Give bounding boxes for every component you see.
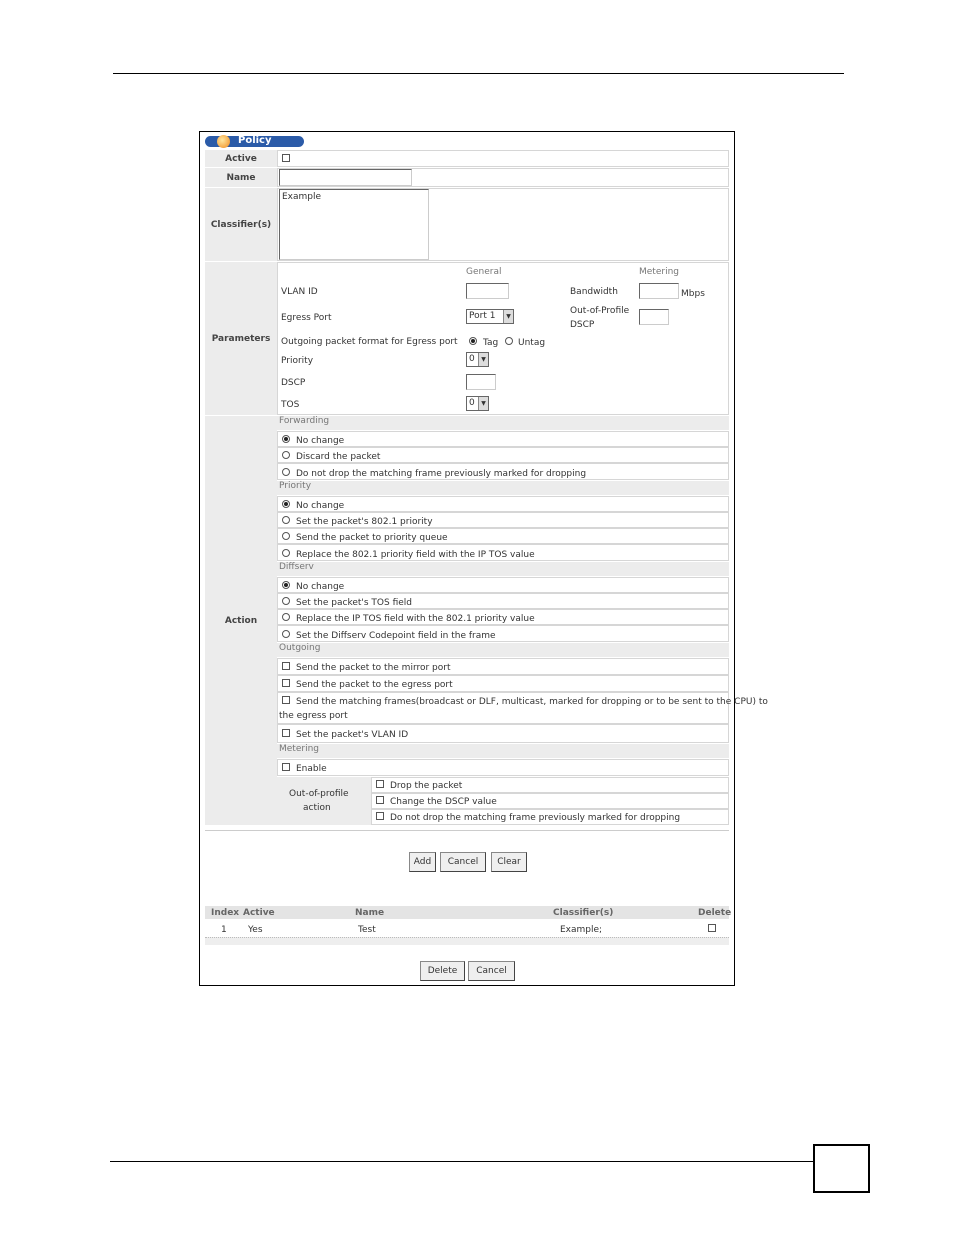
oop-option: Change the DSCP value <box>390 797 497 807</box>
diffserv-no-change-radio[interactable] <box>282 581 290 589</box>
metering-row <box>277 759 729 776</box>
oop-dscp-label-1: Out-of-Profile <box>570 306 630 316</box>
mbps-label: Mbps <box>681 289 705 299</box>
tag-label: Tag <box>483 338 499 348</box>
diffserv-option: Set the Diffserv Codepoint field in the frame <box>296 631 496 641</box>
outgoing-section-title: Outgoing <box>277 643 729 657</box>
priority-set-radio[interactable] <box>282 516 290 524</box>
general-header: General <box>466 267 502 277</box>
oop-action-label-2: action <box>303 803 331 813</box>
table-footer <box>205 937 729 945</box>
oop-action-cell <box>277 777 371 825</box>
header-rule <box>113 73 844 74</box>
oop-dscp-input[interactable] <box>639 309 669 325</box>
chevron-down-icon: ▼ <box>478 353 488 366</box>
forwarding-discard-radio[interactable] <box>282 451 290 459</box>
priority-no-change-radio[interactable] <box>282 500 290 508</box>
outgoing-option: Send the matching frames(broadcast or DLF, multicast, marked for dropping or to be sent to the CPU) to <box>296 697 768 707</box>
diffserv-option: No change <box>296 582 345 592</box>
name-input[interactable] <box>279 169 412 186</box>
classifiers-listbox[interactable] <box>279 189 429 260</box>
outgoing-matching-frames-checkbox[interactable] <box>282 696 290 704</box>
tos-label: TOS <box>281 400 300 410</box>
divider <box>205 830 729 831</box>
priority-option: Set the packet's 802.1 priority <box>296 517 433 527</box>
tos-select[interactable] <box>466 396 489 411</box>
metering-header: Metering <box>639 267 679 277</box>
classifiers-label: Classifier(s) <box>205 188 277 261</box>
table-header <box>205 906 732 919</box>
priority-section-title: Priority <box>277 481 729 495</box>
row-active: Yes <box>248 925 263 935</box>
col-delete: Delete <box>698 908 732 918</box>
oop-do-not-drop-checkbox[interactable] <box>376 812 384 820</box>
diffserv-option: Replace the IP TOS field with the 802.1 priority value <box>296 614 535 624</box>
metering-section-title: Metering <box>277 744 729 758</box>
forwarding-section-title: Forwarding <box>277 416 729 430</box>
oop-dscp-label-2: DSCP <box>570 320 595 330</box>
cancel-button[interactable]: Cancel <box>440 852 486 872</box>
clear-button[interactable]: Clear <box>491 852 527 872</box>
outgoing-vlan-checkbox[interactable] <box>282 729 290 737</box>
forwarding-option: Discard the packet <box>296 452 381 462</box>
delete-button[interactable]: Delete <box>420 961 465 981</box>
metering-enable-label: Enable <box>296 764 327 774</box>
bandwidth-label: Bandwidth <box>570 287 618 297</box>
forwarding-option: Do not drop the matching frame previously marked for dropping <box>296 469 587 479</box>
priority-option: No change <box>296 501 345 511</box>
priority-value: 0 <box>469 354 475 364</box>
diffserv-row <box>277 577 729 593</box>
add-button[interactable]: Add <box>409 852 436 872</box>
outgoing-mirror-checkbox[interactable] <box>282 662 290 670</box>
cancel-table-button[interactable]: Cancel <box>468 961 515 981</box>
dscp-label: DSCP <box>281 378 306 388</box>
vlan-id-label: VLAN ID <box>281 287 318 297</box>
col-name: Name <box>355 908 385 918</box>
footer-rule <box>110 1161 813 1162</box>
tag-radio[interactable] <box>469 337 477 345</box>
dscp-input[interactable] <box>466 374 496 390</box>
forwarding-do-not-drop-radio[interactable] <box>282 468 290 476</box>
outgoing-option: Send the packet to the egress port <box>296 680 453 690</box>
col-classifiers: Classifier(s) <box>553 908 614 918</box>
classifier-option[interactable]: Example <box>282 192 322 202</box>
col-active: Active <box>243 908 275 918</box>
untag-radio[interactable] <box>505 337 513 345</box>
oop-action-label-1: Out-of-profile <box>289 789 349 799</box>
diffserv-replace-radio[interactable] <box>282 613 290 621</box>
diffserv-section-title: Diffserv <box>277 562 729 576</box>
row-classifiers: Example; <box>560 925 603 935</box>
untag-label: Untag <box>518 338 546 348</box>
egress-port-label: Egress Port <box>281 313 332 323</box>
page-number-box <box>813 1144 870 1193</box>
col-index: Index <box>211 908 240 918</box>
chevron-down-icon: ▼ <box>503 310 513 323</box>
row-delete-checkbox[interactable] <box>708 924 716 932</box>
oop-option: Do not drop the matching frame previously marked for dropping <box>390 813 681 823</box>
priority-row <box>277 496 729 512</box>
active-checkbox[interactable] <box>282 154 290 162</box>
priority-queue-radio[interactable] <box>282 532 290 540</box>
diffserv-option: Set the packet's TOS field <box>296 598 413 608</box>
bandwidth-input[interactable] <box>639 283 679 299</box>
panel-title: Policy <box>238 135 272 146</box>
action-label: Action <box>205 416 277 825</box>
outgoing-option: Send the packet to the mirror port <box>296 663 451 673</box>
tos-value: 0 <box>469 398 475 408</box>
outgoing-egress-checkbox[interactable] <box>282 679 290 687</box>
forwarding-option: No change <box>296 436 345 446</box>
metering-enable-checkbox[interactable] <box>282 763 290 771</box>
name-label: Name <box>205 168 277 187</box>
diffserv-set-tos-radio[interactable] <box>282 597 290 605</box>
active-label: Active <box>205 150 277 167</box>
outgoing-format-label: Outgoing packet format for Egress port <box>281 337 458 347</box>
oop-option: Drop the packet <box>390 781 463 791</box>
row-name: Test <box>358 925 376 935</box>
priority-option: Send the packet to priority queue <box>296 533 448 543</box>
egress-port-select[interactable] <box>466 309 514 324</box>
row-index: 1 <box>221 925 227 935</box>
panel-title-bar <box>205 136 304 147</box>
oop-change-dscp-checkbox[interactable] <box>376 796 384 804</box>
priority-label: Priority <box>281 356 314 366</box>
outgoing-option: Set the packet's VLAN ID <box>296 730 409 740</box>
forwarding-no-change-radio[interactable] <box>282 435 290 443</box>
policy-icon <box>217 135 230 148</box>
chevron-down-icon: ▼ <box>478 397 488 410</box>
priority-replace-radio[interactable] <box>282 549 290 557</box>
outgoing-option-cont: the egress port <box>279 711 348 721</box>
vlan-id-input[interactable] <box>466 283 509 299</box>
active-row <box>277 150 729 167</box>
diffserv-codepoint-radio[interactable] <box>282 630 290 638</box>
egress-port-value: Port 1 <box>469 311 496 321</box>
priority-option: Replace the 802.1 priority field with the IP TOS value <box>296 550 535 560</box>
parameters-label: Parameters <box>205 262 277 415</box>
forwarding-row <box>277 431 729 447</box>
oop-drop-checkbox[interactable] <box>376 780 384 788</box>
priority-select[interactable] <box>466 352 489 367</box>
